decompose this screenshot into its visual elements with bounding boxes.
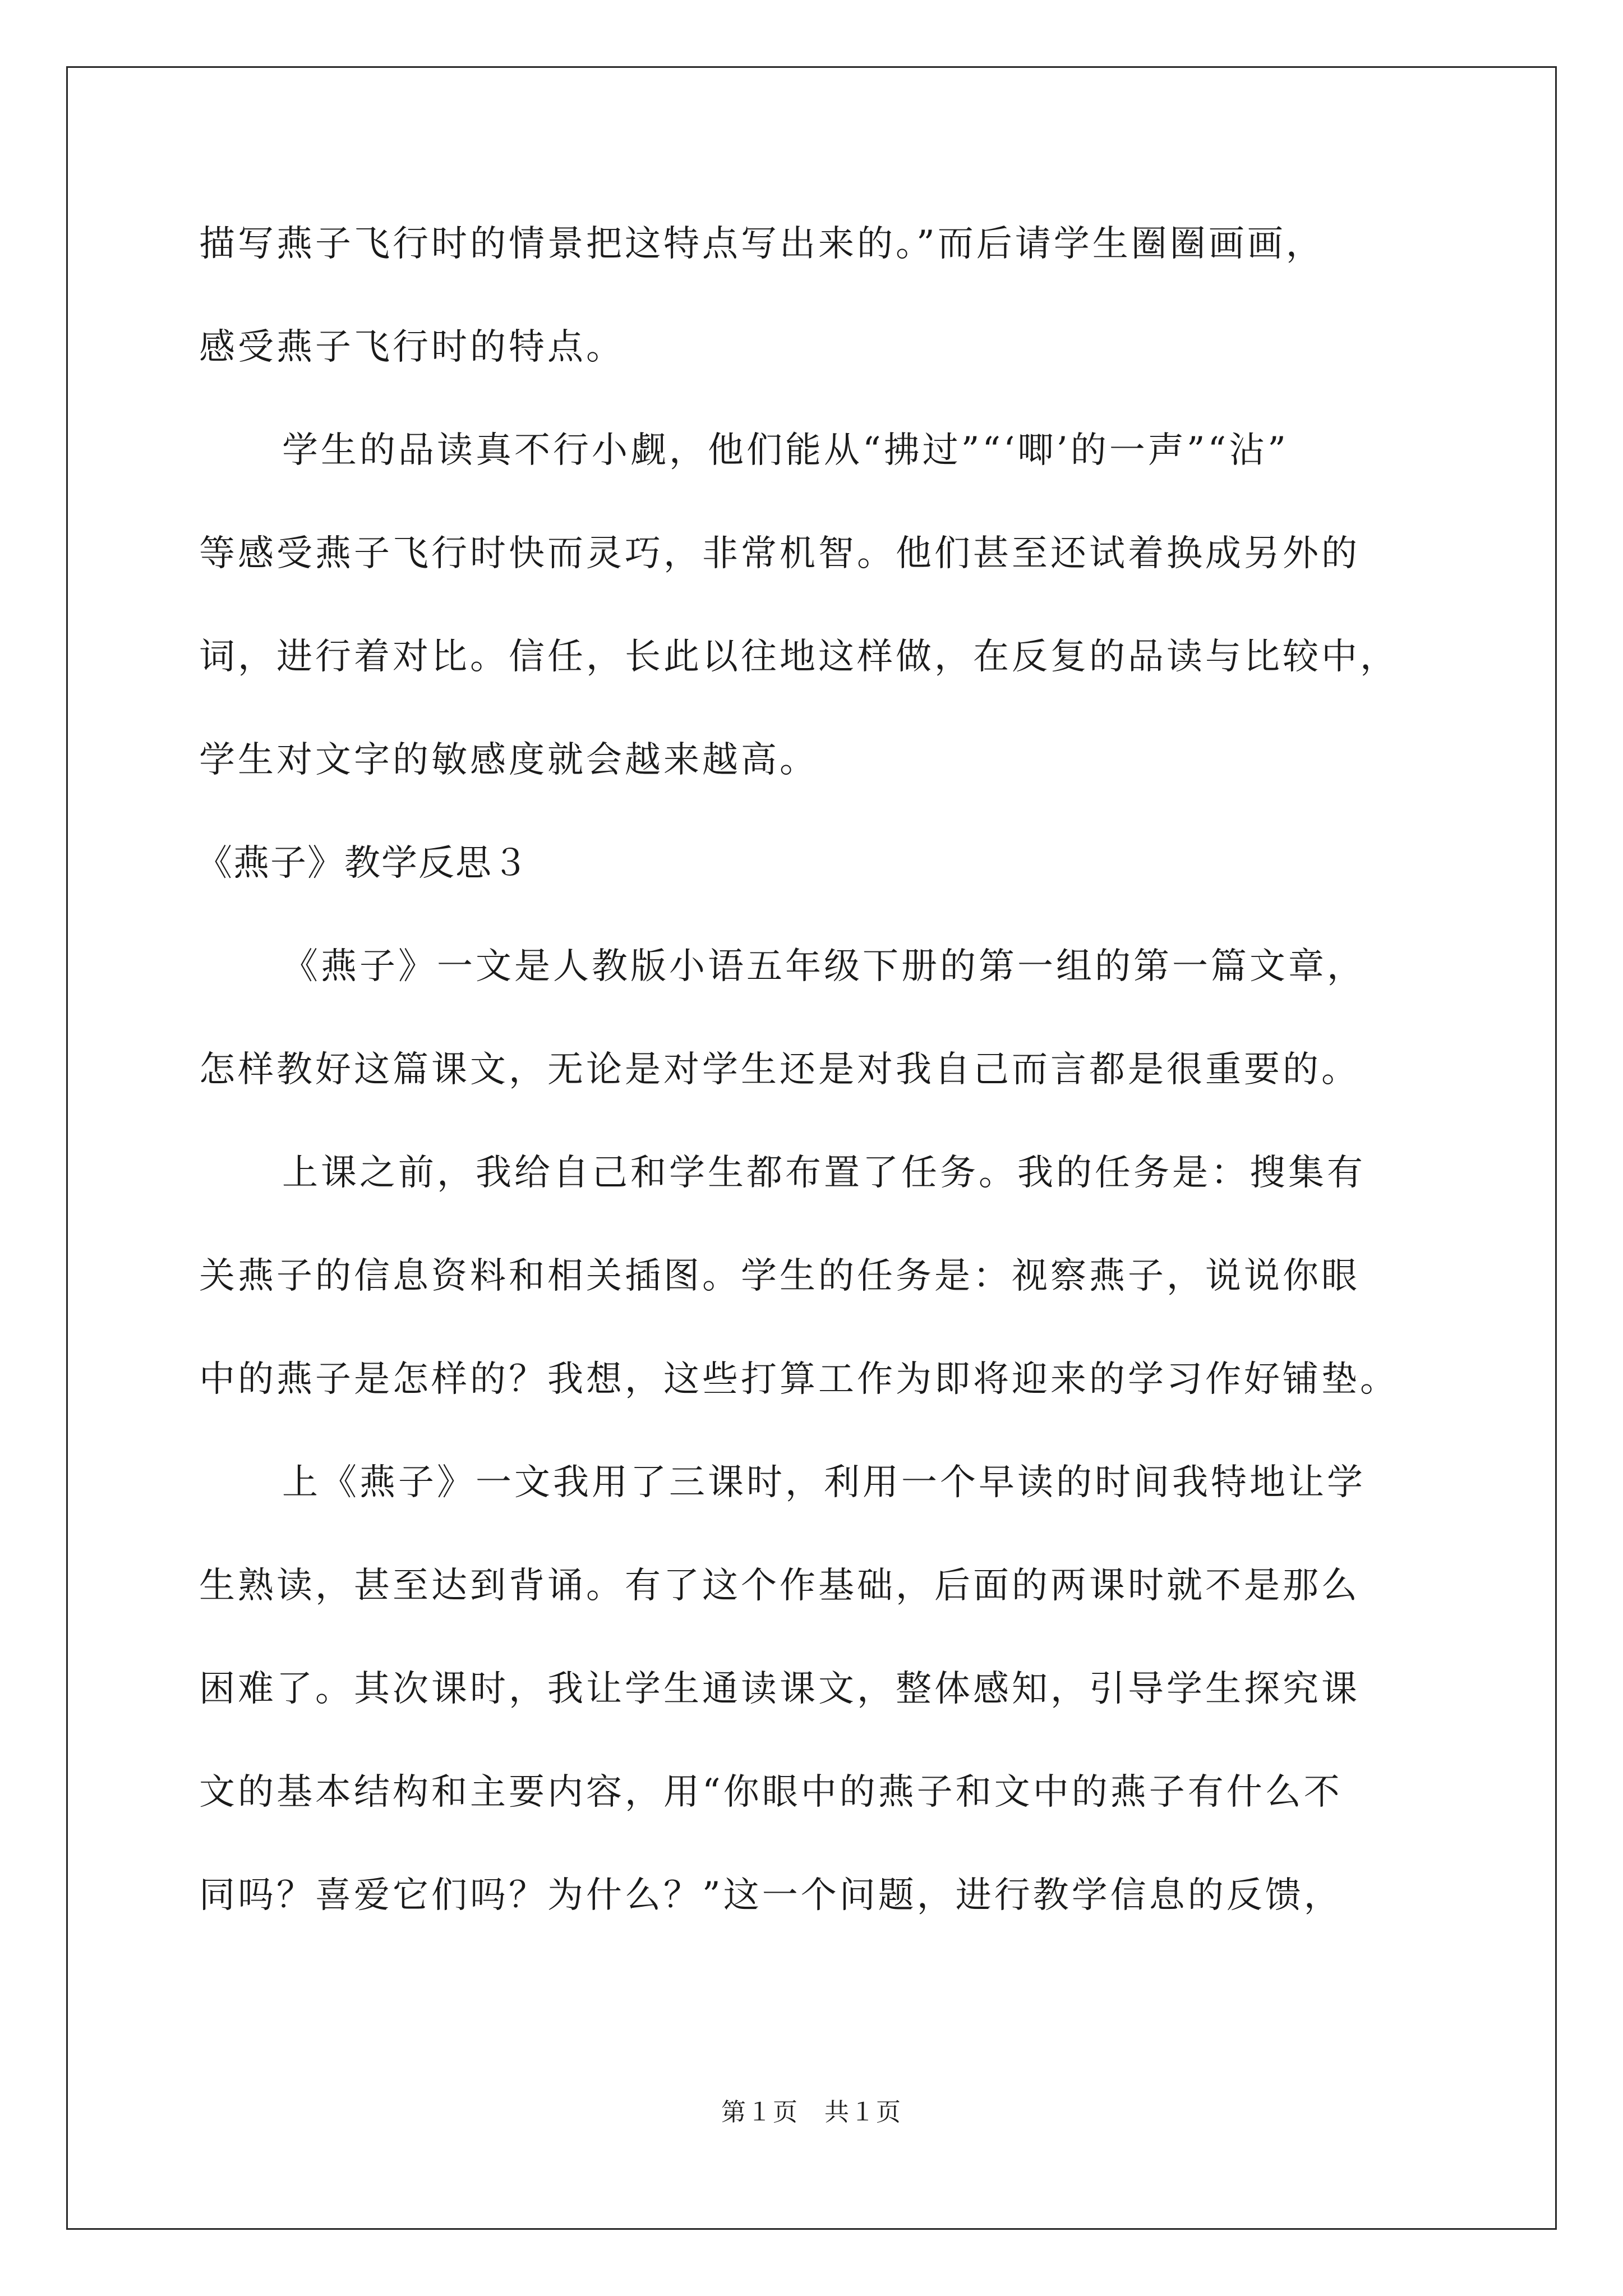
text-line: 感受燕子飞行时的特点。 — [199, 326, 625, 368]
paragraph-start-line: 上《燕子》一文我用了三课时，利用一个早读的时间我特地让学 — [282, 1462, 1366, 1503]
text-line: 等感受燕子飞行时快而灵巧，非常机智。他们甚至还试着换成另外的 — [199, 533, 1360, 574]
text-line: 怎样教好这篇课文，无论是对学生还是对我自己而言都是很重要的。 — [199, 1049, 1360, 1091]
text-line: 关燕子的信息资料和相关插图。学生的任务是：视察燕子，说说你眼 — [199, 1255, 1360, 1297]
text-line: 困难了。其次课时，我让学生通读课文，整体感知，引导学生探究课 — [199, 1668, 1360, 1710]
text-line: 同吗？喜爱它们吗？为什么？”这一个问题，进行教学信息的反馈， — [199, 1875, 1343, 1916]
paragraph-start-line: 学生的品读真不行小觑，他们能从“拂过”“‘唧’的一声”“沾” — [282, 430, 1289, 471]
paragraph-start-line: 《燕子》一文是人教版小语五年级下册的第一组的第一篇文章， — [282, 946, 1366, 987]
text-line: 描写燕子飞行时的情景把这特点写出来的。”而后请学生圈圈画画， — [199, 223, 1325, 265]
paragraph-start-line: 上课之前，我给自己和学生都布置了任务。我的任务是：搜集有 — [282, 1152, 1366, 1194]
text-line: 词，进行着对比。信任，长此以往地这样做，在反复的品读与比较中， — [199, 636, 1399, 678]
text-line: 生熟读，甚至达到背诵。有了这个作基础，后面的两课时就不是那么 — [199, 1565, 1360, 1607]
text-line: 中的燕子是怎样的？我想，这些打算工作为即将迎来的学习作好铺垫。 — [199, 1359, 1399, 1400]
text-line: 学生对文字的敏感度就会越来越高。 — [199, 739, 818, 781]
page-number-footer: 第１页 共１页 — [721, 2098, 902, 2127]
text-line: 文的基本结构和主要内容，用“你眼中的燕子和文中的燕子有什么不 — [199, 1772, 1343, 1813]
section-heading: 《燕子》教学反思３ — [196, 843, 529, 884]
